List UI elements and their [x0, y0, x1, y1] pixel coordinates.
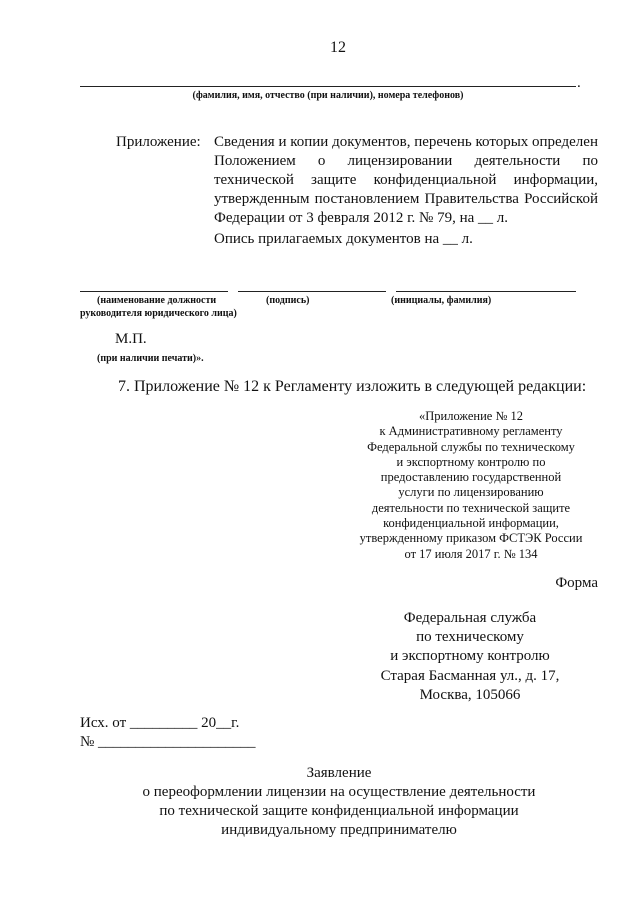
approval-line: предоставлению государственной	[380, 470, 562, 485]
approval-line: Федеральной службы по техническому	[367, 439, 575, 454]
appendix-line-1: Сведения и копии документов, перечень которых определен	[214, 134, 598, 150]
item-7: 7. Приложение № 12 к Регламенту изложить в следующей редакции:	[118, 378, 587, 395]
address-line: Москва, 105066	[419, 687, 521, 703]
page-number: 12	[330, 39, 346, 56]
name-field-line	[80, 86, 576, 87]
stamp-note: (при наличии печати)».	[97, 353, 204, 364]
approval-line: от 17 июля 2017 г. № 134	[404, 546, 538, 561]
approval-line: и экспортному контролю по	[396, 454, 546, 469]
appendix-line-3: технической защите конфиденциальной информации,	[214, 172, 598, 188]
statement-subtitle-line: о переоформлении лицензии на осуществление деятельности	[142, 784, 536, 800]
appendix-line-5: Федерации от 3 февраля 2012 г. № 79, на __ л.	[214, 210, 509, 226]
position-caption-line-2: руководителя юридического лица)	[80, 308, 237, 319]
approval-line: услуги по лицензированию	[398, 485, 544, 500]
signature-caption: (подпись)	[266, 295, 310, 306]
signature-field-line	[238, 291, 386, 292]
appendix-label: Приложение:	[116, 134, 201, 150]
position-field-line	[80, 291, 228, 292]
approval-line: к Административному регламенту	[379, 424, 563, 439]
form-label: Форма	[555, 575, 598, 591]
name-field-caption: (фамилия, имя, отчество (при наличии), номера телефонов)	[192, 90, 464, 101]
initials-field-line	[396, 291, 576, 292]
address-line: Старая Басманная ул., д. 17,	[380, 668, 560, 684]
approval-block	[346, 409, 596, 562]
appendix-line-4: утвержденным постановлением Правительства Российской	[214, 191, 598, 207]
addressee-block	[370, 609, 570, 666]
address-block	[370, 667, 570, 705]
outgoing-number: № _____________________	[80, 734, 256, 750]
approval-line: конфиденциальной информации,	[383, 516, 559, 531]
addressee-line: по техническому	[416, 629, 524, 645]
statement-subtitle-line: индивидуальному предпринимателю	[221, 822, 457, 838]
addressee-line: Федеральная служба	[403, 610, 537, 626]
appendix-line-2: Положением о лицензировании деятельности по	[214, 153, 598, 169]
addressee-line: и экспортному контролю	[390, 648, 550, 664]
stamp-mark: М.П.	[115, 331, 147, 347]
statement-heading	[80, 764, 598, 840]
inventory-line: Опись прилагаемых документов на __ л.	[214, 231, 473, 247]
statement-title: Заявление	[306, 765, 372, 781]
approval-line: утвержденному приказом ФСТЭК России	[359, 531, 583, 546]
approval-line: деятельности по технической защите	[371, 500, 571, 515]
name-field-dot: .	[577, 75, 581, 91]
outgoing-ref: Исх. от _________ 20__г.	[80, 715, 240, 731]
position-caption-line-1: (наименование должности	[97, 295, 217, 306]
statement-subtitle-line: по технической защите конфиденциальной информации	[159, 803, 519, 819]
approval-line: «Приложение № 12	[418, 409, 524, 423]
initials-caption: (инициалы, фамилия)	[391, 295, 492, 306]
